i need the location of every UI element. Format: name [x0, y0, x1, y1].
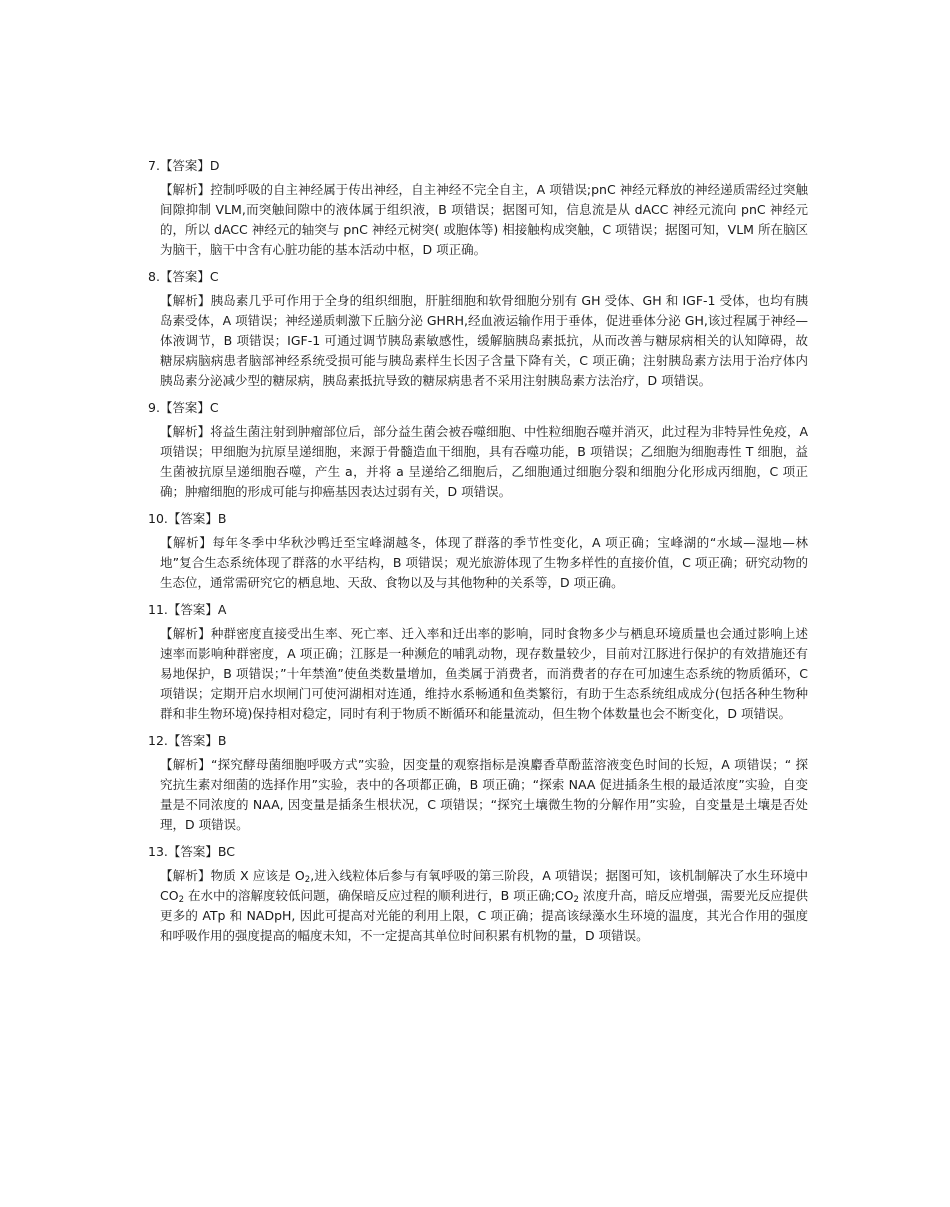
question-10 — [148, 509, 808, 593]
question-7 — [148, 156, 808, 260]
subscript: 2 — [304, 875, 311, 885]
analysis-text: ,进入线粒体后参与有氧呼吸的第三阶段，A 项错误；据图可知，该机制解决了水生环境中 CO — [160, 868, 808, 903]
question-11 — [148, 600, 808, 724]
question-9 — [148, 398, 808, 502]
answer-line: 10.【答案】B — [148, 511, 227, 526]
analysis-paragraph: 【解析】胰岛素几乎可作用于全身的组织细胞，肝脏细胞和软骨细胞分别有 GH 受体、GH 和 IGF-1 受体，也均有胰岛素受体，A 项错误；神经递质刺激下丘脑分泌 GHRH,经血液运输作用于垂体，促进垂体分泌 GH,该过程属于神经—体液调节，B 项错误；IGF-1 可通过调节胰岛素敏感性，缓解脑胰岛素抵抗，从而改善与糖尿病相关的认知障碍，故糖尿病脑病患者脑部神经系统受损可能与胰岛素样生长因子含量下降有关，C 项正确；注射胰岛素方法用于治疗体内胰岛素分泌减少型的糖尿病，胰岛素抵抗导致的糖尿病患者不采用注射胰岛素方法治疗，D 项错误。 — [160, 293, 808, 388]
analysis-paragraph: 【解析】控制呼吸的自主神经属于传出神经，自主神经不完全自主，A 项错误;pnC 神经元释放的神经递质需经过突触间隙抑制 VLM,而突触间隙中的液体属于组织液，B 项错误；据图可知，信息流是从 dACC 神经元流向 pnC 神经元的，所以 dACC 神经元的轴突与 pnC 神经元树突( 或胞体等) 相接触构成突触，C 项错误；据图可知，VLM 所在脑区为脑干，脑干中含有心脏功能的基本活动中枢，D 项正确。 — [160, 182, 808, 257]
analysis-paragraph: 【解析】“探究酵母菌细胞呼吸方式”实验，因变量的观察指标是溴麝香草酚蓝溶液变色时间的长短，A 项错误；“ 探究抗生素对细菌的选择作用”实验，表中的各项都正确，B 项正确；“探索 NAA 促进插条生根的最适浓度”实验，自变量是不同浓度的 NAA, 因变量是插条生根状况，C 项错误；“探究土壤微生物的分解作用”实验，自变量是土壤是否处理，D 项错误。 — [160, 757, 808, 832]
answer-line: 12.【答案】B — [148, 733, 227, 748]
question-12 — [148, 731, 808, 835]
analysis-paragraph: 【解析】种群密度直接受出生率、死亡率、迁入率和迁出率的影响，同时食物多少与栖息环境质量也会通过影响上述速率而影响种群密度，A 项正确；江豚是一种濒危的哺乳动物，现存数量较少，目前对江豚进行保护的有效措施还有易地保护，B 项错误；”十年禁渔”使鱼类数量增加，鱼类属于消费者，而消费者的存在可加速生态系统的物质循环，C 项错误；定期开启水坝闸门可使河湖相对连通，维持水系畅通和鱼类繁衍，有助于生态系统组成成分(包括各种生物种群和非生物环境)保持相对稳定，同时有利于物质不断循环和能量流动，但生物个体数量也会不断变化，D 项错误。 — [160, 626, 808, 721]
answer-line: 7.【答案】D — [148, 158, 220, 173]
answer-line: 9.【答案】C — [148, 400, 219, 415]
analysis-text: 浓度升高，暗反应增强，需要光反应提供更多的 ATp 和 NADpH, 因此可提高对光能的利用上限，C 项正确；提高该绿藻水生环境的温度，其光合作用的强度和呼吸作用的强度提高的幅度未知，不一定提高其单位时间积累有机物的量，D 项错误。 — [160, 888, 808, 943]
analysis-text: 【解析】物质 X 应该是 O — [160, 868, 305, 883]
analysis-paragraph: 【解析】每年冬季中华秋沙鸭迁至宝峰湖越冬，体现了群落的季节性变化，A 项正确；宝峰湖的“水域—湿地—林地”复合生态系统体现了群落的水平结构，B 项错误；观光旅游体现了生物多样性的直接价值，C 项正确；研究动物的生态位，通常需研究它的栖息地、天敌、食物以及与其他物种的关系等，D 项正确。 — [160, 535, 808, 590]
question-8 — [148, 267, 808, 391]
answer-analysis-list — [148, 156, 808, 953]
subscript: 2 — [573, 895, 579, 905]
subscript: 2 — [178, 895, 184, 905]
answer-line: 11.【答案】A — [148, 602, 227, 617]
answer-line: 8.【答案】C — [148, 269, 219, 284]
question-13 — [148, 842, 808, 946]
analysis-paragraph — [160, 866, 808, 946]
answer-line: 13.【答案】BC — [148, 844, 235, 859]
analysis-paragraph: 【解析】将益生菌注射到肿瘤部位后，部分益生菌会被吞噬细胞、中性粒细胞吞噬并消灭，此过程为非特异性免疫，A 项错误；甲细胞为抗原呈递细胞，来源于骨髓造血干细胞，具有吞噬功能，B 项错误；乙细胞为细胞毒性 T 细胞，益生菌被抗原呈递细胞吞噬，产生 a，并将 a 呈递给乙细胞后，乙细胞通过细胞分裂和细胞分化形成丙细胞，C 项正确；肿瘤细胞的形成可能与抑癌基因表达过弱有关，D 项错误。 — [160, 424, 808, 499]
analysis-text: 在水中的溶解度较低问题，确保暗反应过程的顺利进行，B 项正确;CO — [184, 888, 574, 903]
